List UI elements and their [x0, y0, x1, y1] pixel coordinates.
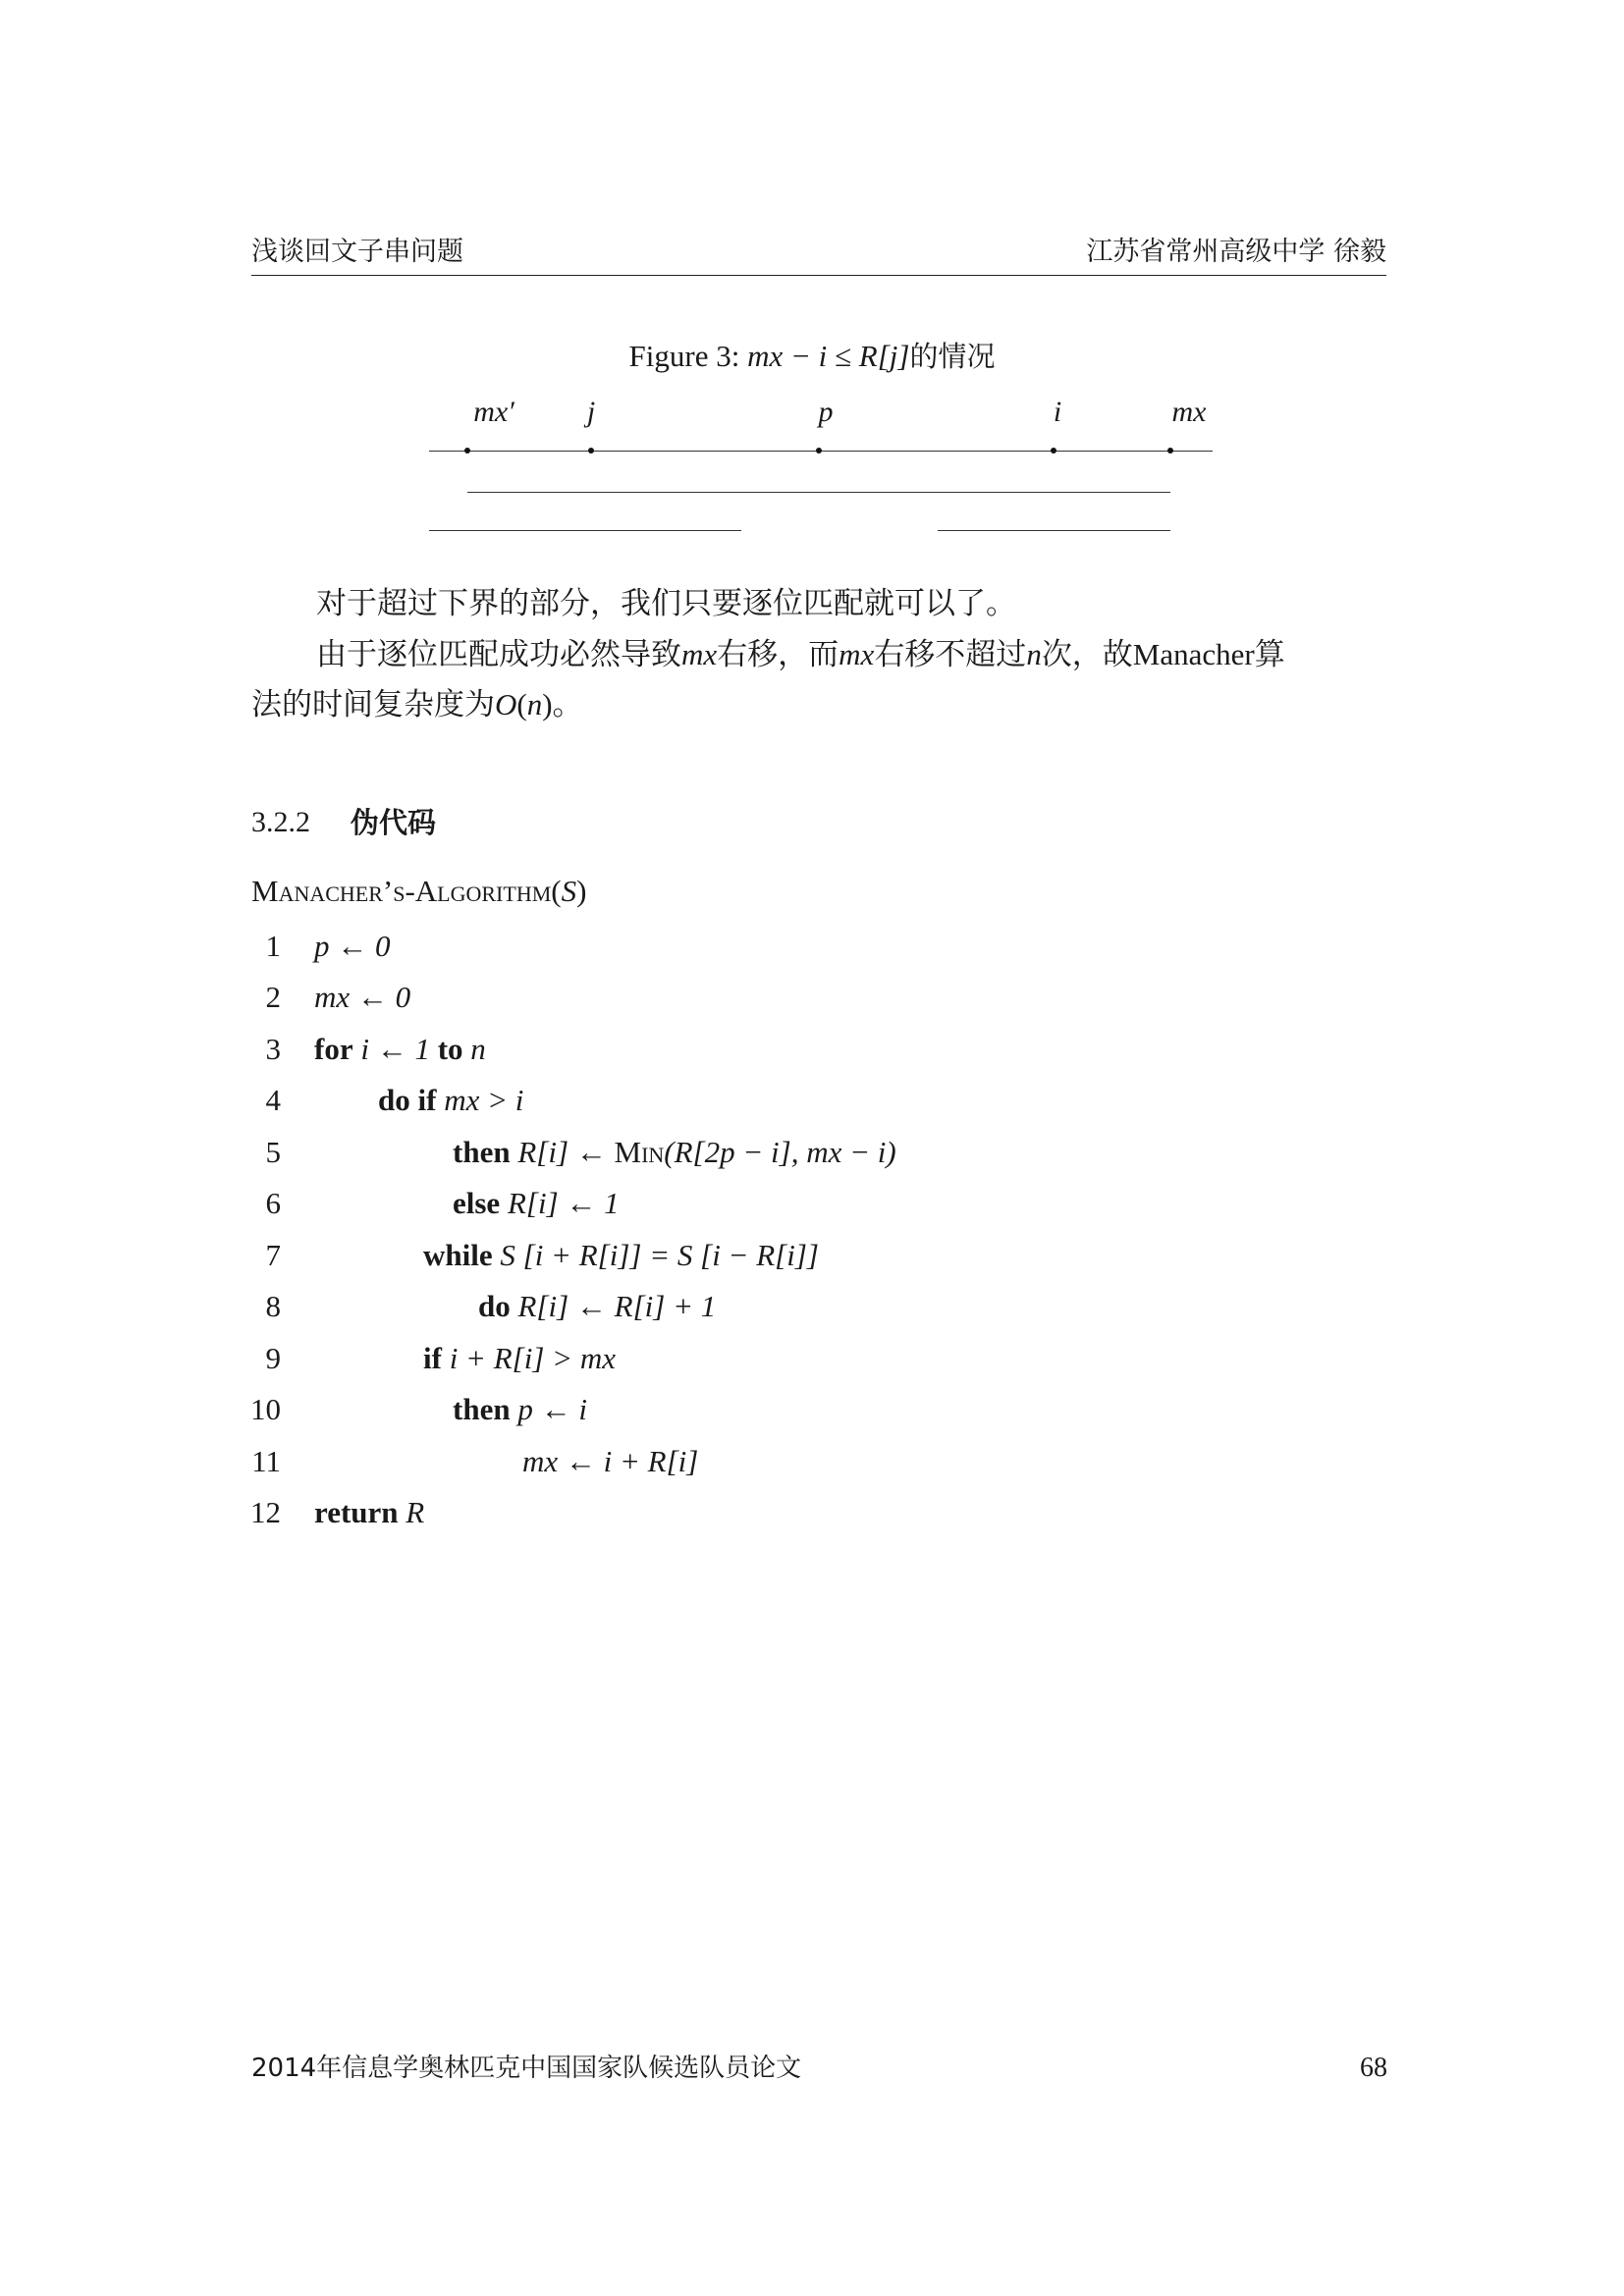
code-l8-rest: R[i] ← R[i] + 1	[510, 1289, 717, 1323]
code-l6-rest: R[i] ← 1	[500, 1186, 620, 1220]
label-p: p	[818, 396, 834, 428]
code-line-4	[378, 1083, 523, 1118]
code-l3-mid: i ← 1	[352, 1032, 438, 1066]
code-line-9	[423, 1341, 616, 1376]
p3-period: 。	[552, 687, 583, 721]
line-number: 1	[265, 929, 281, 963]
palindrome-p-range	[467, 492, 1170, 493]
code-line-1	[314, 929, 391, 964]
code-l9-rest: i + R[i] > mx	[441, 1341, 616, 1375]
code-l3-end: n	[462, 1032, 486, 1066]
keyword-do: do	[478, 1289, 511, 1323]
keyword-while: while	[423, 1238, 493, 1272]
code-l12-rest: R	[398, 1495, 425, 1529]
keyword-for: for	[314, 1032, 353, 1066]
label-i: i	[1053, 396, 1062, 428]
code-l2-text: mx ← 0	[314, 980, 411, 1014]
header-rule	[251, 275, 1386, 276]
section-number: 3.2.2	[251, 806, 310, 838]
code-line-2	[314, 980, 410, 1015]
keyword-return: return	[314, 1495, 399, 1529]
point-p	[816, 448, 822, 454]
code-line-5	[453, 1135, 896, 1170]
code-l5-b: (R[2p − i], mx − i)	[664, 1135, 896, 1169]
keyword-then: then	[453, 1392, 511, 1426]
code-l4-rest: mx > i	[436, 1083, 524, 1117]
line-number: 7	[265, 1238, 281, 1272]
code-line-3	[314, 1032, 486, 1067]
code-line-8	[478, 1289, 716, 1324]
label-j: j	[586, 396, 596, 428]
label-mx-prime: mx′	[473, 396, 514, 428]
function-min: Min	[614, 1135, 665, 1169]
keyword-to: to	[437, 1032, 463, 1066]
point-i	[1051, 448, 1056, 454]
p2-text-c: 右移不超过	[874, 637, 1027, 671]
keyword-then: then	[453, 1135, 511, 1169]
p2-math-n: n	[1026, 637, 1042, 671]
point-mx	[1167, 448, 1173, 454]
line-number: 4	[265, 1083, 281, 1117]
line-number: 10	[250, 1392, 281, 1426]
p3-paren-open: (	[516, 687, 527, 721]
code-line-6	[453, 1186, 620, 1221]
code-line-10	[453, 1392, 587, 1427]
code-line-12	[314, 1495, 424, 1530]
keyword-else: else	[453, 1186, 501, 1220]
point-j	[588, 448, 594, 454]
code-l5-a: R[i] ←	[510, 1135, 615, 1169]
algorithm-arg: S	[561, 874, 577, 908]
line-number: 6	[265, 1186, 281, 1220]
line-number: 2	[265, 980, 281, 1014]
section-title: 伪代码	[351, 806, 437, 839]
line-number: 3	[265, 1032, 281, 1066]
page-number: 68	[1360, 2053, 1387, 2083]
algorithm-title	[251, 874, 586, 909]
code-l10-rest: p ← i	[510, 1392, 587, 1426]
code-line-7	[423, 1238, 819, 1273]
line-number: 9	[265, 1341, 281, 1375]
keyword-do-if: do if	[378, 1083, 437, 1117]
running-header-title: 浅谈回文子串问题	[251, 237, 463, 267]
p2-text-d: 次，故Manacher算	[1041, 637, 1285, 671]
label-mx: mx	[1171, 396, 1207, 428]
point-mx-prime	[464, 448, 470, 454]
paragraph-1: 对于超过下界的部分，我们只要逐位匹配就可以了。	[316, 586, 1016, 620]
line-number: 5	[265, 1135, 281, 1169]
p3-math-n: n	[526, 687, 543, 721]
code-line-11	[522, 1444, 698, 1479]
figure-caption-prefix: Figure 3:	[628, 339, 748, 373]
line-number: 8	[265, 1289, 281, 1323]
keyword-if: if	[423, 1341, 442, 1375]
paragraph-2	[316, 637, 1285, 672]
code-l11-text: mx ← i + R[i]	[522, 1444, 699, 1478]
p3-math-o: O	[495, 687, 517, 721]
line-number: 11	[251, 1444, 281, 1478]
algorithm-arg-close: )	[576, 874, 587, 908]
figure-caption-math: mx − i ≤ R[j]	[747, 339, 910, 373]
p2-text-a: 由于逐位匹配成功必然导致	[316, 637, 681, 671]
figure-caption-suffix: 的情况	[909, 340, 996, 373]
code-l1-text: p ← 0	[314, 929, 391, 963]
code-l7-rest: S [i + R[i]] = S [i − R[i]]	[492, 1238, 819, 1272]
figure-caption	[0, 339, 1624, 374]
palindrome-j-range	[429, 530, 741, 531]
running-header-author: 江苏省常州高级中学 徐毅	[1086, 237, 1386, 267]
p3-text-a: 法的时间复杂度为	[251, 687, 495, 721]
paragraph-3	[251, 687, 583, 722]
p2-math-mx-1: mx	[681, 637, 718, 671]
line-number: 12	[250, 1495, 281, 1529]
page-footer: 2014年信息学奥林匹克中国国家队候选队员论文	[251, 2054, 802, 2083]
algorithm-name: Manacher’s-Algorithm	[251, 874, 552, 908]
p2-text-b: 右移，而	[717, 637, 839, 671]
algorithm-arg-open: (	[551, 874, 562, 908]
p3-paren-close: )	[542, 687, 553, 721]
p2-math-mx-2: mx	[839, 637, 875, 671]
palindrome-i-range	[938, 530, 1170, 531]
